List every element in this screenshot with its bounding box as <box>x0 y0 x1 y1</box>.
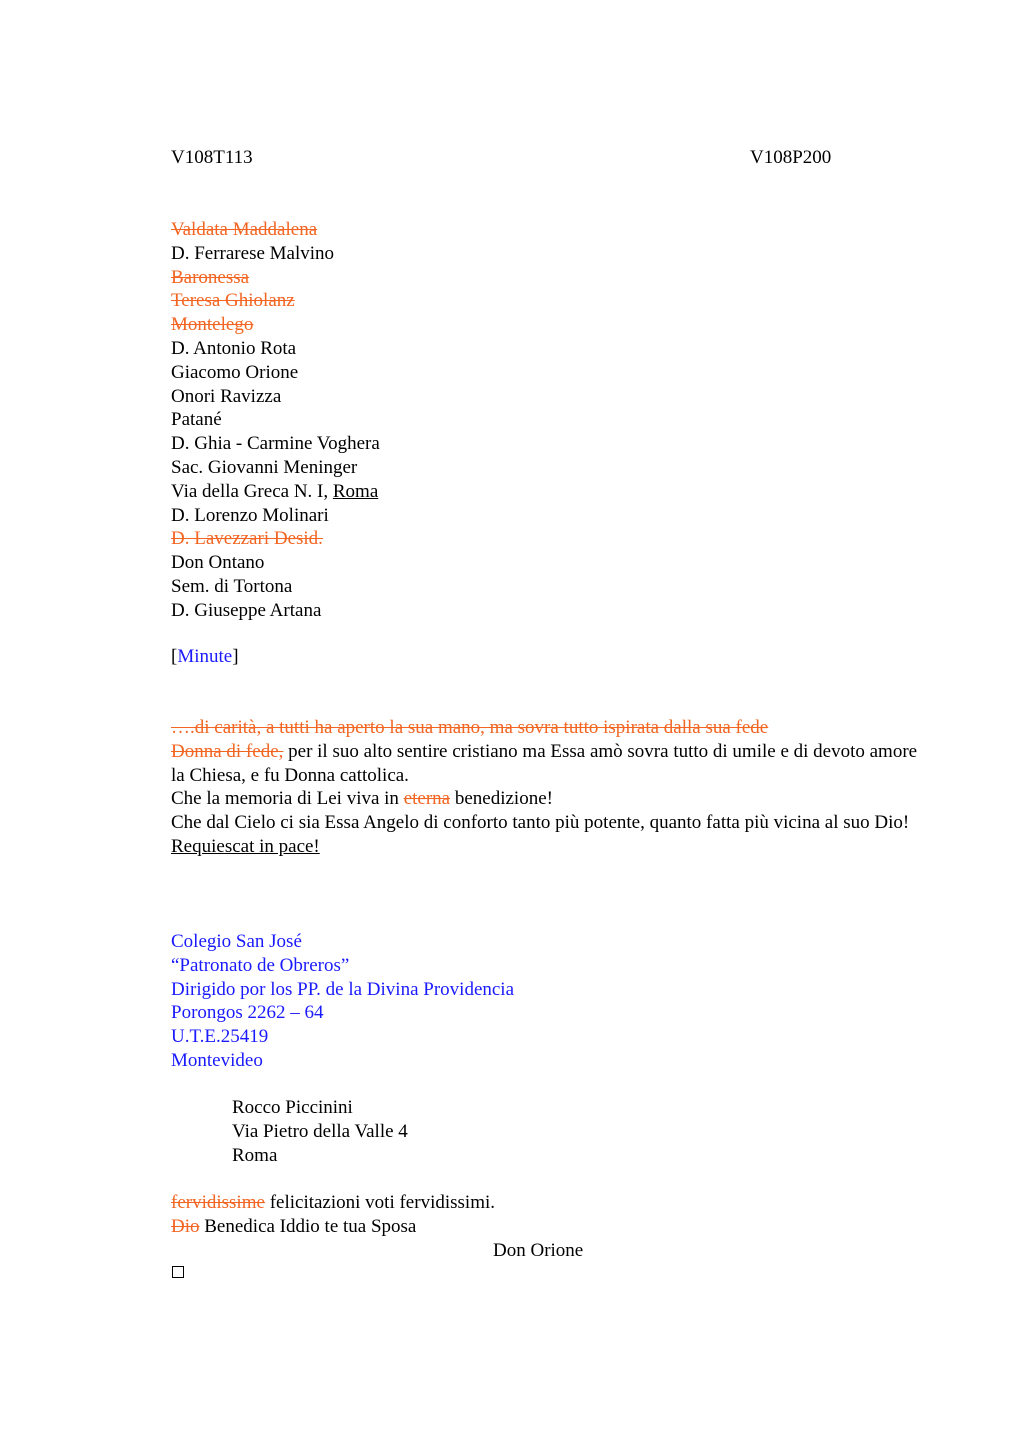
minute-note <box>171 645 931 669</box>
address-city: Roma <box>332 480 379 502</box>
document-code-left: V108T113 <box>171 147 253 168</box>
name-entry: Patané <box>171 409 222 431</box>
recipient-name: Rocco Piccinini <box>232 1097 353 1118</box>
name-entry: D. Ferrarese Malvino <box>171 242 335 264</box>
telegram-line-1-rest: felicitazioni voti fervidissimi. <box>264 1192 495 1213</box>
telegram-line-2-rest: Benedica Iddio te tua Sposa <box>199 1215 417 1237</box>
memory-line <box>171 787 931 811</box>
name-entry-struck: Valdata Maddalena <box>171 219 318 240</box>
name-entry: Sac. Giovanni Meninger <box>171 456 358 478</box>
eulogy-struck-phrase: Donna di fede, <box>171 740 284 762</box>
names-list <box>171 218 931 623</box>
letterhead-line: Montevideo <box>171 1049 263 1071</box>
heaven-line: Che dal Cielo ci sia Essa Angelo di conforto tanto più potente, quanto fatta più vicina al suo Dio! <box>171 812 910 834</box>
letterhead-line: Porongos 2262 – 64 <box>171 1002 324 1024</box>
memory-suffix: benedizione! <box>450 788 553 810</box>
eulogy-text <box>171 716 931 859</box>
document-code-right: V108P200 <box>750 147 832 168</box>
name-entry: D. Antonio Rota <box>171 337 297 359</box>
letterhead <box>171 930 931 1073</box>
letterhead-line: “Patronato de Obreros” <box>171 954 350 976</box>
name-entry: Don Ontano <box>171 552 265 574</box>
name-entry: D. Lorenzo Molinari <box>171 504 329 526</box>
name-entry-struck: Montelego <box>171 314 254 336</box>
recipient-city: Roma <box>232 1144 278 1166</box>
eulogy-paragraph <box>171 740 931 788</box>
address-line <box>171 480 931 504</box>
memory-prefix: Che la memoria di Lei viva in <box>171 788 404 810</box>
telegram-line-1 <box>171 1191 931 1215</box>
telegram-line-2 <box>171 1215 931 1239</box>
name-entry-struck: D. Lavezzari Desid. <box>171 528 323 550</box>
address-prefix: Via della Greca N. I, <box>171 480 333 502</box>
telegram-text <box>171 1191 931 1239</box>
name-entry-struck: Teresa Ghiolanz <box>171 290 295 312</box>
signature: Don Orione <box>493 1240 584 1261</box>
letterhead-line: Colegio San José <box>171 931 302 952</box>
bracket-close: ] <box>232 646 239 667</box>
recipient-address <box>232 1096 408 1167</box>
memory-struck-word: eterna <box>403 788 451 810</box>
requiescat-line: Requiescat in pace! <box>171 835 320 857</box>
checkbox-icon <box>172 1266 184 1278</box>
letterhead-line: U.T.E.25419 <box>171 1026 269 1048</box>
recipient-street: Via Pietro della Valle 4 <box>232 1120 408 1142</box>
name-entry: Sem. di Tortona <box>171 575 293 597</box>
name-entry: D. Giuseppe Artana <box>171 599 322 621</box>
eulogy-paragraph-rest: per il suo alto sentire cristiano ma Essa amò sovra tutto di umile e di devoto amore la Chiesa, e fu Donna cattolica. <box>171 740 918 786</box>
name-entry: Giacomo Orione <box>171 361 299 383</box>
eulogy-struck-opening: ….di carità, a tutti ha aperto la sua mano, ma sovra tutto ispirata dalla sua fede <box>171 717 769 738</box>
name-entry: Onori Ravizza <box>171 385 282 407</box>
minute-label: Minute <box>177 646 233 667</box>
telegram-struck-word: Dio <box>171 1215 200 1237</box>
telegram-struck-word: fervidissime <box>171 1192 265 1213</box>
name-entry: D. Ghia - Carmine Voghera <box>171 433 380 455</box>
letterhead-line: Dirigido por los PP. de la Divina Providencia <box>171 978 515 1000</box>
name-entry-struck: Baronessa <box>171 266 250 288</box>
bracket-open: [ <box>171 646 178 667</box>
